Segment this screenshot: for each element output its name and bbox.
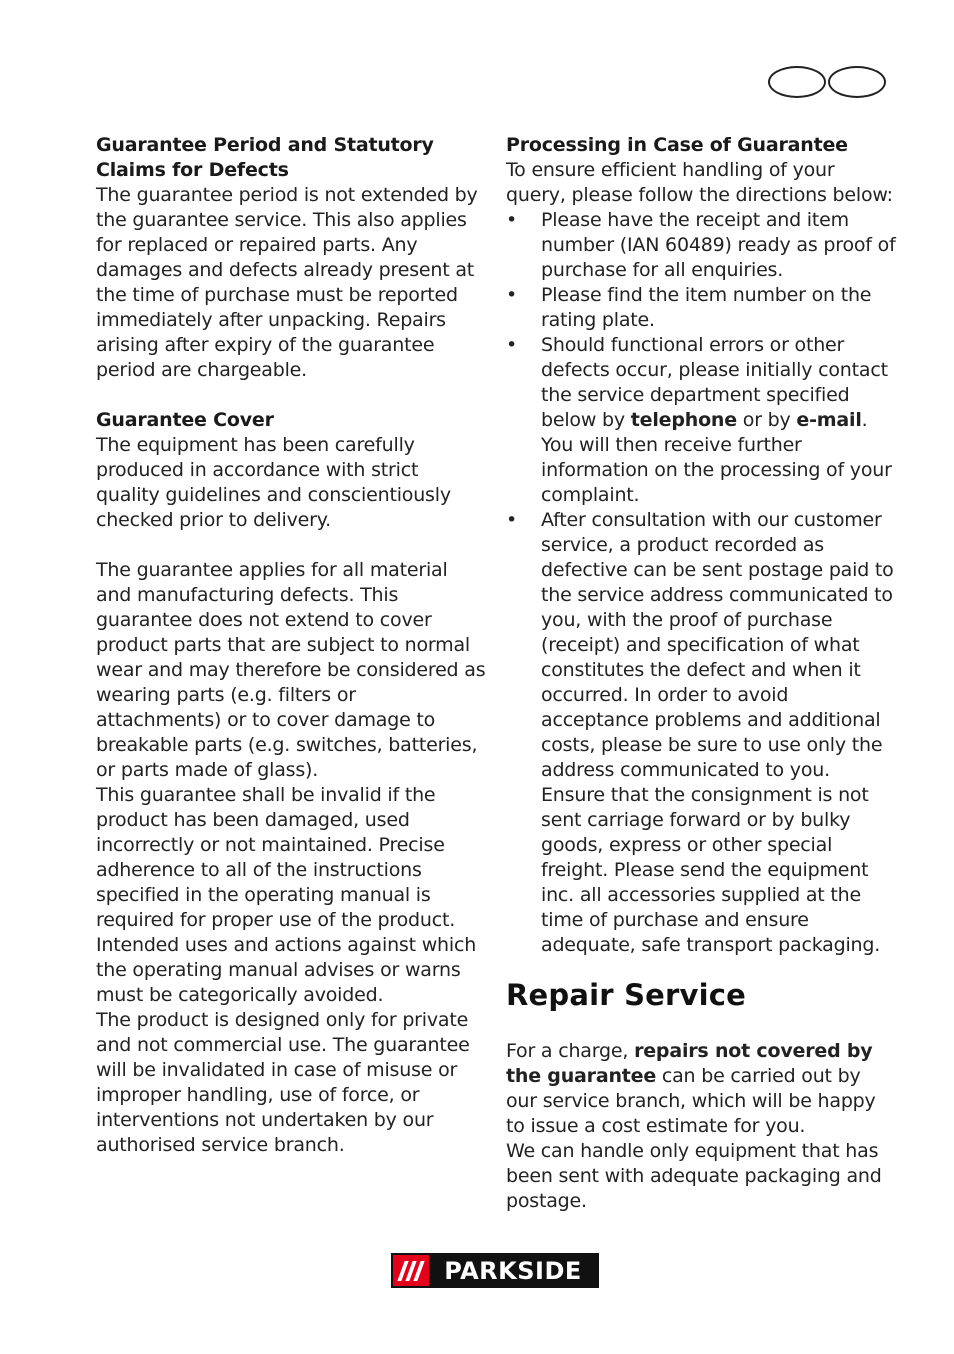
guarantee-period-heading: Guarantee Period and Statutory Claims for Defects [96, 134, 434, 181]
list-item [506, 283, 896, 333]
bullet-icon: • [506, 209, 518, 231]
repair-text-part: For a charge, [506, 1040, 635, 1062]
list-item [506, 508, 896, 958]
list-item-text-part: or by [736, 409, 797, 431]
email-label: e-mail [796, 409, 862, 431]
repair-bold-text: repairs not covered by the guarantee [506, 1040, 873, 1087]
language-badges [768, 66, 890, 100]
list-item-text: Please find the item number on the rating plate. [541, 284, 872, 331]
guarantee-cover-paragraph-3: This guarantee shall be invalid if the product has been damaged, used incorrectly or not maintained. Precise adherence to all of the instructions specified in the operating manual is required for proper use of the product. Intended uses and actions against which the operating manual advises or warns must be categorically avoided. [96, 784, 477, 1006]
list-item-text [541, 334, 892, 506]
list-item-text: Please have the receipt and item number (IAN 60489) ready as proof of purchase for all enquiries. [541, 209, 896, 281]
logo-stripes-icon [393, 1255, 429, 1286]
repair-text-part: can be carried out by our service branch, which will be happy to issue a cost estimate for you. [506, 1065, 876, 1137]
logo-text: PARKSIDE [429, 1255, 597, 1286]
processing-list [506, 208, 896, 958]
list-item [506, 333, 896, 508]
guarantee-cover-paragraph-1: The equipment has been carefully produced in accordance with strict quality guidelines and conscientiously checked prior to delivery. [96, 434, 451, 531]
repair-service-paragraph-1 [506, 1039, 896, 1139]
right-column [506, 133, 896, 1214]
guarantee-cover-paragraph-4: The product is designed only for private and not commercial use. The guarantee will be invalidated in case of misuse or improper handling, use of force, or interventions not undertaken by our authorised service branch. [96, 1009, 470, 1156]
repair-service-title: Repair Service [506, 978, 747, 1012]
repair-service-paragraph-2: We can handle only equipment that has been sent with adequate packaging and postage. [506, 1140, 882, 1212]
list-item [506, 208, 896, 283]
guarantee-cover-heading: Guarantee Cover [96, 409, 274, 431]
list-item-text-part: Should functional errors or other defects occur, please initially contact the service department specified below by [541, 334, 888, 431]
language-badge-left [768, 66, 826, 98]
parkside-logo [391, 1253, 599, 1288]
list-item-text-part: . You will then receive further information on the processing of your complaint. [541, 409, 892, 506]
left-column [96, 133, 486, 1158]
guarantee-period-text: The guarantee period is not extended by the guarantee service. This also applies for replaced or repaired parts. Any damages and defects already present at the time of purchase must be reported immediately after unpacking. Repairs arising after expiry of the guarantee period are chargeable. [96, 184, 478, 381]
list-item-text: After consultation with our customer service, a product recorded as defective can be sent postage paid to the service address communicated to you, with the proof of purchase (receipt) and specification of what constitutes the defect and when it occurred. In order to avoid acceptance problems and additional costs, please be sure to use only the address communicated to you. Ensure that the consignment is not sent carriage forward or by bulky goods, express or other special freight. Please send the equipment inc. all accessories supplied at the time of purchase and ensure adequate, safe transport packaging. [541, 509, 894, 956]
bullet-icon: • [506, 284, 518, 306]
bullet-icon: • [506, 509, 518, 531]
processing-intro: To ensure efficient handling of your query, please follow the directions below: [506, 159, 893, 206]
language-badge-right [828, 66, 886, 98]
guarantee-cover-paragraph-2: The guarantee applies for all material and manufacturing defects. This guarantee does not extend to cover product parts that are subject to normal wear and may therefore be considered as wearing parts (e.g. filters or attachments) or to cover damage to breakable parts (e.g. switches, batteries, or parts made of glass). [96, 559, 486, 781]
telephone-label: telephone [630, 409, 737, 431]
bullet-icon: • [506, 334, 518, 356]
processing-heading: Processing in Case of Guarantee [506, 134, 848, 156]
